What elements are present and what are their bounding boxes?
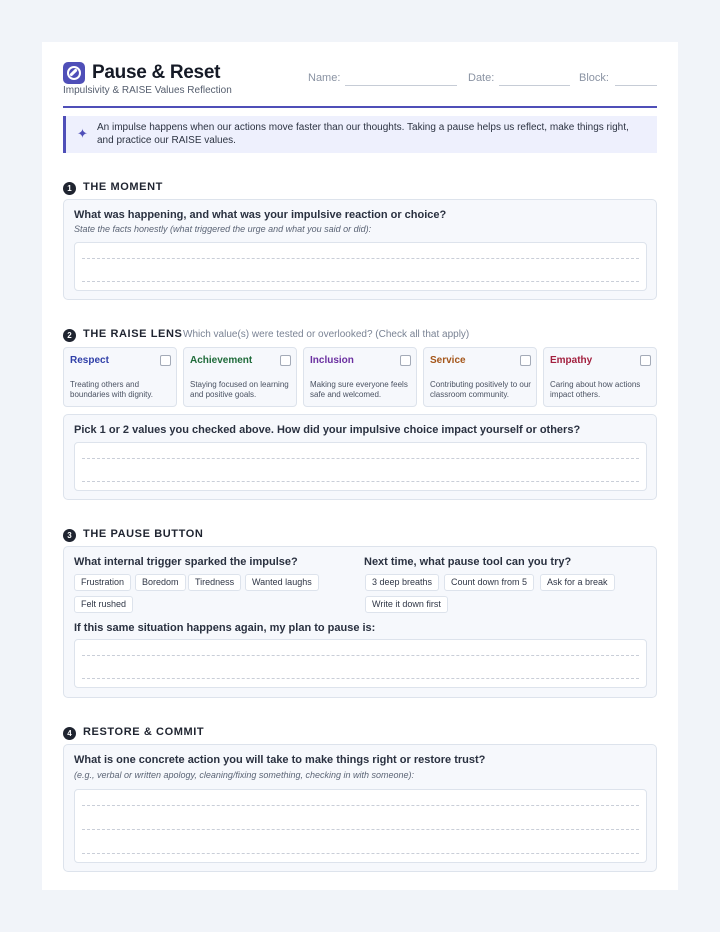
lens-card bbox=[63, 414, 657, 500]
trigger-chip-tiredness[interactable]: Tiredness bbox=[188, 574, 241, 591]
value-checkbox[interactable] bbox=[640, 355, 651, 366]
value-card-inclusion[interactable] bbox=[303, 347, 417, 407]
trigger-chip-felt-rushed[interactable]: Felt rushed bbox=[74, 596, 133, 613]
value-name: Respect bbox=[70, 355, 109, 366]
tool-question: Next time, what pause tool can you try? bbox=[364, 556, 572, 568]
name-field[interactable] bbox=[345, 85, 457, 86]
plan-answer-box[interactable] bbox=[74, 639, 647, 688]
value-card-service[interactable] bbox=[423, 347, 537, 407]
moment-question: What was happening, and what was your impulsive reaction or choice? bbox=[74, 209, 447, 221]
restore-question: What is one concrete action you will take to make things right or restore trust? bbox=[74, 754, 486, 766]
block-label: Block: bbox=[579, 72, 609, 84]
trigger-question: What internal trigger sparked the impulse? bbox=[74, 556, 298, 568]
value-name: Service bbox=[430, 355, 466, 366]
value-description: Contributing positively to our classroom community. bbox=[430, 380, 531, 399]
section-title: THE PAUSE BUTTON bbox=[83, 528, 204, 540]
tool-chip-write-down[interactable]: Write it down first bbox=[365, 596, 448, 613]
value-card-empathy[interactable] bbox=[543, 347, 657, 407]
block-field[interactable] bbox=[615, 85, 657, 86]
value-checkbox[interactable] bbox=[400, 355, 411, 366]
name-label: Name: bbox=[308, 72, 341, 84]
restore-answer-box[interactable] bbox=[74, 789, 647, 863]
restore-card bbox=[63, 744, 657, 872]
date-field[interactable] bbox=[499, 85, 570, 86]
lens-answer-box[interactable] bbox=[74, 442, 647, 491]
intro-callout bbox=[63, 116, 657, 153]
plan-question: If this same situation happens again, my plan to pause is: bbox=[74, 622, 376, 634]
trigger-chip-boredom[interactable]: Boredom bbox=[135, 574, 186, 591]
date-label: Date: bbox=[468, 72, 495, 84]
moment-answer-box[interactable] bbox=[74, 242, 647, 291]
section-title: RESTORE & COMMIT bbox=[83, 726, 205, 738]
tool-chip-ask-break[interactable]: Ask for a break bbox=[540, 574, 615, 591]
raise-values-row bbox=[63, 347, 657, 407]
value-name: Achievement bbox=[190, 355, 253, 366]
section-title: THE MOMENT bbox=[83, 181, 163, 193]
lens-question: Pick 1 or 2 values you checked above. How did your impulsive choice impact yourself or others? bbox=[74, 424, 581, 436]
section-header-raise-lens bbox=[63, 328, 657, 344]
value-description: Caring about how actions impact others. bbox=[550, 380, 641, 399]
section-number: 4 bbox=[63, 727, 76, 740]
header-fields bbox=[308, 72, 658, 88]
value-name: Inclusion bbox=[310, 355, 354, 366]
value-checkbox[interactable] bbox=[280, 355, 291, 366]
page-subtitle: Impulsivity & RAISE Values Reflection bbox=[63, 85, 232, 96]
section-number: 2 bbox=[63, 329, 76, 342]
worksheet-page bbox=[42, 42, 678, 890]
intro-text: An impulse happens when our actions move faster than our thoughts. Taking a pause helps us reflect, make things right, and practice our RAISE values. bbox=[97, 122, 629, 146]
trigger-chip-wanted-laughs[interactable]: Wanted laughs bbox=[245, 574, 319, 591]
value-card-respect[interactable] bbox=[63, 347, 177, 407]
moment-card bbox=[63, 199, 657, 300]
pause-card bbox=[63, 546, 657, 698]
value-checkbox[interactable] bbox=[520, 355, 531, 366]
value-checkbox[interactable] bbox=[160, 355, 171, 366]
value-card-achievement[interactable] bbox=[183, 347, 297, 407]
value-description: Making sure everyone feels safe and welcomed. bbox=[310, 380, 408, 399]
page-title: Pause & Reset bbox=[92, 62, 221, 83]
section-number: 3 bbox=[63, 529, 76, 542]
worksheet-header bbox=[63, 62, 657, 108]
restore-hint: (e.g., verbal or written apology, cleaning/fixing something, checking in with someone): bbox=[74, 770, 415, 780]
tool-chip-count-down[interactable]: Count down from 5 bbox=[444, 574, 534, 591]
sparkle-icon: ✦ bbox=[77, 126, 88, 141]
tool-chip-deep-breaths[interactable]: 3 deep breaths bbox=[365, 574, 439, 591]
section-title: THE RAISE LENS bbox=[83, 328, 183, 340]
trigger-chip-frustration[interactable]: Frustration bbox=[74, 574, 131, 591]
section-number: 1 bbox=[63, 182, 76, 195]
section-subtitle: Which value(s) were tested or overlooked? (Check all that apply) bbox=[183, 329, 470, 340]
value-description: Treating others and boundaries with dignity. bbox=[70, 380, 154, 399]
compass-icon bbox=[63, 62, 85, 84]
moment-hint: State the facts honestly (what triggered the urge and what you said or did): bbox=[74, 224, 372, 234]
value-name: Empathy bbox=[550, 355, 593, 366]
value-description: Staying focused on learning and positive goals. bbox=[190, 380, 289, 399]
